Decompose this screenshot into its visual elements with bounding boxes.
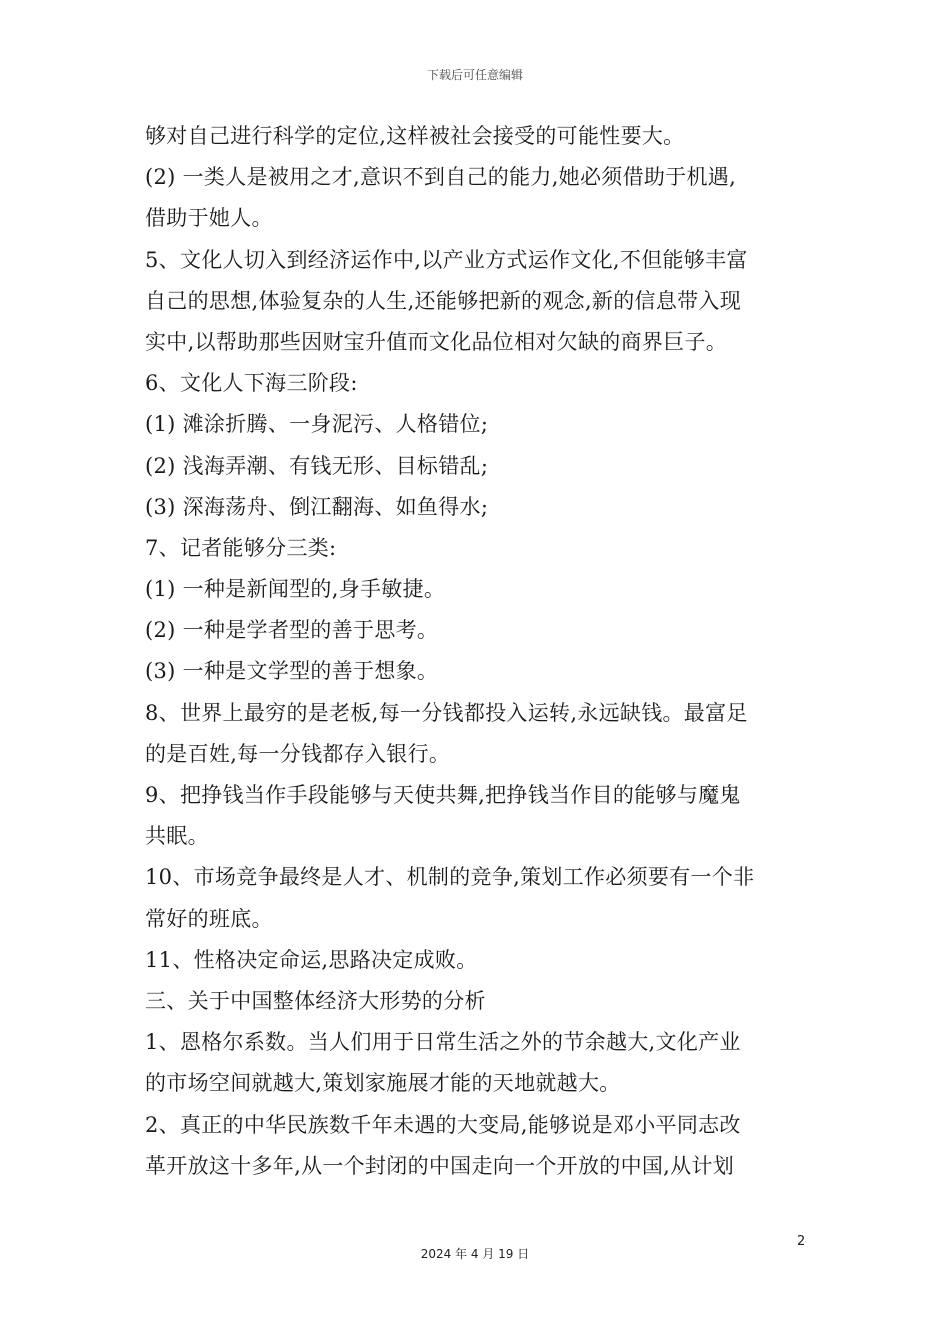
text-line: (1) 一种是新闻型的,身手敏捷。 [145, 577, 446, 602]
page-header: 下载后可任意编辑 [426, 68, 523, 82]
text-line: (2) 一类人是被用之才,意识不到自己的能力,她必须借助于机遇, [145, 165, 737, 190]
text-line: 实中,以帮助那些因财宝升值而文化品位相对欠缺的商界巨子。 [145, 329, 728, 354]
text-line: (1) 滩涂折腾、一身泥污、人格错位; [145, 412, 489, 437]
text-line: (2) 浅海弄潮、有钱无形、目标错乱; [145, 453, 489, 478]
text-line: 11、性格决定命运,思路决定成败。 [145, 947, 478, 972]
text-line: (2) 一种是学者型的善于思考。 [145, 618, 439, 643]
text-line: 6、文化人下海三阶段: [145, 371, 358, 396]
text-line: 2、真正的中华民族数千年未遇的大变局,能够说是邓小平同志改 [145, 1112, 741, 1137]
text-line: 8、世界上最穷的是老板,每一分钱都投入运转,永远缺钱。最富足 [145, 700, 748, 725]
text-line: 的市场空间就越大,策划家施展才能的天地就越大。 [145, 1071, 621, 1096]
text-line: 共眠。 [145, 824, 209, 849]
text-line: 借助于她人。 [145, 206, 273, 231]
text-line: 5、文化人切入到经济运作中,以产业方式运作文化,不但能够丰富 [145, 247, 748, 272]
text-line: 10、市场竞争最终是人才、机制的竞争,策划工作必须要有一个非 [145, 865, 755, 890]
body-text [145, 116, 815, 1187]
text-line: 9、把挣钱当作手段能够与天使共舞,把挣钱当作目的能够与魔鬼 [145, 783, 741, 807]
text-line: (3) 深海荡舟、倒江翻海、如鱼得水; [145, 494, 489, 519]
text-line: 的是百姓,每一分钱都存入银行。 [145, 741, 451, 766]
text-line: 革开放这十多年,从一个封闭的中国走向一个开放的中国,从计划 [145, 1153, 735, 1178]
text-line: 常好的班底。 [145, 906, 273, 931]
text-line: 够对自己进行科学的定位,这样被社会接受的可能性要大。 [145, 124, 685, 148]
text-line: (3) 一种是文学型的善于想象。 [145, 659, 439, 684]
text-line: 1、恩格尔系数。当人们用于日常生活之外的节余越大,文化产业 [145, 1030, 741, 1055]
section-heading: 三、关于中国整体经济大形势的分析 [145, 988, 486, 1013]
text-line: 7、记者能够分三类: [145, 535, 337, 560]
page-number: 2 [797, 1234, 806, 1249]
footer-date: 2024 年 4 月 19 日 [420, 1247, 530, 1261]
text-line: 自己的思想,体验复杂的人生,还能够把新的观念,新的信息带入现 [145, 288, 742, 313]
